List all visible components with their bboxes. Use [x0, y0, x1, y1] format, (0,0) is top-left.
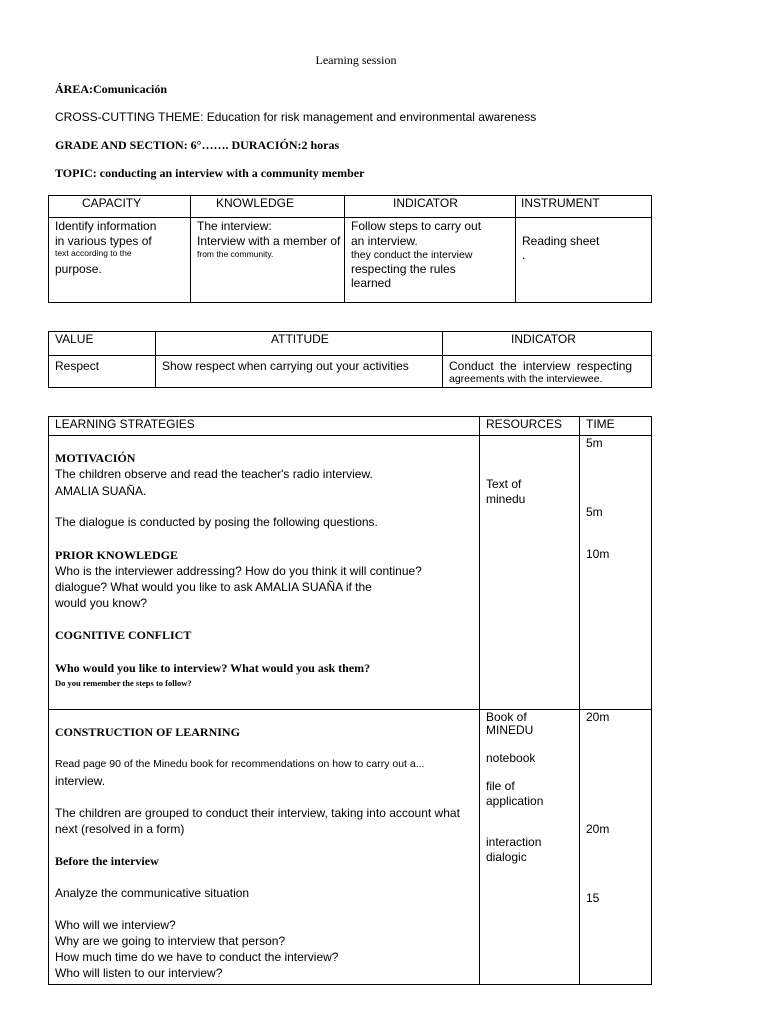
cell-text: The dialogue is conducted by posing the following questions.: [55, 515, 378, 529]
header-knowledge: [191, 196, 345, 218]
instrument-cell: [516, 218, 652, 303]
topic-line: TOPIC: conducting an interview with a community member: [55, 166, 365, 180]
cell-text: ATTITUDE: [271, 332, 329, 346]
cell-text: Text of: [486, 477, 522, 491]
cell-text: INDICATOR: [511, 332, 576, 346]
cell-text: would you know?: [55, 596, 148, 610]
area-line: ÁREA:Comunicación: [55, 82, 168, 96]
cell-text: Show respect when carrying out your activities: [162, 359, 409, 373]
capacity-cell: [49, 218, 191, 303]
page-title: Learning session: [315, 53, 397, 67]
cell-text: 5m: [586, 436, 603, 450]
cell-text: AMALIA SUAÑA.: [55, 484, 147, 498]
cell-text: CAPACITY: [82, 196, 142, 210]
strategies-table: [48, 416, 652, 985]
cell-text: Reading sheet: [522, 234, 600, 248]
time-cell-1: [580, 436, 652, 710]
cell-text: 15: [586, 891, 600, 905]
cell-text: Read page 90 of the Minedu book for recommendations on how to carry out a...: [55, 758, 425, 770]
cell-text: LEARNING STRATEGIES: [55, 417, 195, 431]
cell-text: 10m: [586, 547, 610, 561]
cell-text: minedu: [486, 492, 526, 506]
attitude-cell: [156, 356, 443, 388]
header-value-indicator: [443, 332, 652, 356]
cell-text: KNOWLEDGE: [216, 196, 295, 210]
cell-text: Who is the interviewer addressing? How do you think it will continue?: [55, 564, 422, 578]
cell-text: dialogue? What would you like to ask AMALIA SUAÑA if the: [55, 580, 372, 594]
cell-text: Analyze the communicative situation: [55, 886, 250, 900]
cell-text: notebook: [486, 751, 536, 765]
time-cell-2: [580, 710, 652, 985]
cell-text: purpose.: [55, 262, 102, 276]
motivation-heading: MOTIVACIÓN: [55, 451, 136, 465]
header-indicator: [345, 196, 516, 218]
before-interview-heading: Before the interview: [55, 854, 159, 868]
value-table: [48, 331, 652, 388]
construction-cell: [49, 710, 480, 985]
cognitive-conflict-heading: COGNITIVE CONFLICT: [55, 628, 192, 642]
cell-text: Identify information: [55, 219, 157, 233]
cell-text: TIME: [586, 417, 615, 431]
cell-text: VALUE: [55, 332, 94, 346]
cell-text: 20m: [586, 822, 610, 836]
capacity-table: [48, 195, 652, 303]
cell-text: Conduct the interview respecting: [449, 359, 633, 373]
cross-cutting-theme: CROSS-CUTTING THEME: Education for risk management and environmental awareness: [55, 110, 537, 124]
cell-text: How much time do we have to conduct the interview?: [55, 950, 339, 964]
cell-text: in various types of: [55, 234, 152, 248]
cell-text: Who will listen to our interview?: [55, 966, 223, 980]
cell-text: next (resolved in a form): [55, 822, 185, 836]
cell-text: The interview:: [197, 219, 272, 233]
cell-text: INSTRUMENT: [521, 196, 600, 210]
header-value: [49, 332, 156, 356]
motivation-cell: [49, 436, 480, 710]
cell-text: Who would you like to interview? What would you ask them?: [55, 661, 371, 675]
cell-text: learned: [351, 276, 392, 290]
cell-text: INDICATOR: [393, 196, 458, 210]
grade-section-line: GRADE AND SECTION: 6°……. DURACIÓN:2 horas: [55, 138, 340, 152]
header-capacity: [49, 196, 191, 218]
construction-heading: CONSTRUCTION OF LEARNING: [55, 725, 240, 739]
cell-text: RESOURCES: [486, 417, 563, 431]
cell-text: 20m: [586, 710, 610, 724]
header-resources: [480, 417, 580, 436]
header-instrument: [516, 196, 652, 218]
cell-text: interview.: [55, 774, 106, 788]
cell-text: from the community.: [197, 249, 274, 259]
cell-text: MINEDU: [486, 723, 534, 737]
knowledge-cell: [191, 218, 345, 303]
indicator-cell: [345, 218, 516, 303]
cell-text: agreements with the interviewee.: [449, 373, 603, 385]
cell-text: Interview with a member of: [197, 234, 341, 248]
cell-text: The children observe and read the teacher's radio interview.: [55, 467, 373, 481]
cell-text: an interview.: [351, 234, 418, 248]
value-indicator-cell: [443, 356, 652, 388]
header-attitude: [156, 332, 443, 356]
cell-text: application: [486, 794, 544, 808]
cell-text: Do you remember the steps to follow?: [55, 678, 192, 688]
header-learning-strategies: [49, 417, 480, 436]
cell-text: they conduct the interview: [351, 249, 473, 261]
resources-cell-1: [480, 436, 580, 710]
cell-text: text according to the: [55, 248, 132, 258]
cell-text: .: [522, 248, 526, 262]
cell-text: file of: [486, 779, 515, 793]
cell-text: dialogic: [486, 850, 527, 864]
header-time: [580, 417, 652, 436]
cell-text: Why are we going to interview that person?: [55, 934, 286, 948]
cell-text: Follow steps to carry out: [351, 219, 482, 233]
cell-text: interaction: [486, 835, 542, 849]
value-cell: [49, 356, 156, 388]
cell-text: Book of: [486, 710, 527, 724]
cell-text: respecting the rules: [351, 262, 456, 276]
resources-cell-2: [480, 710, 580, 985]
prior-knowledge-heading: PRIOR KNOWLEDGE: [55, 548, 179, 562]
cell-text: The children are grouped to conduct their interview, taking into account what: [55, 806, 460, 820]
cell-text: Respect: [55, 359, 100, 373]
cell-text: Who will we interview?: [55, 918, 176, 932]
cell-text: 5m: [586, 505, 603, 519]
